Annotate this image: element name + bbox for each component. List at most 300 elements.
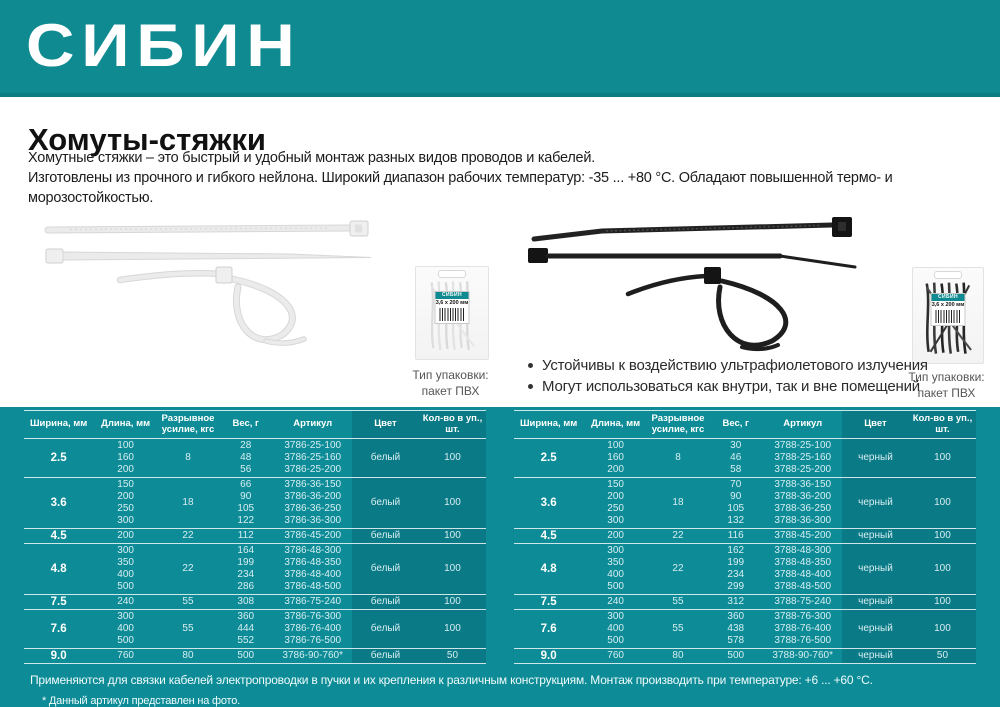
- table-cell: [842, 611, 909, 647]
- length-value: 250: [607, 503, 624, 514]
- brand-logo: СИБИН: [26, 12, 302, 79]
- column-header: Кол-во в уп., шт.: [422, 413, 483, 435]
- table-cell: [93, 650, 158, 662]
- table-cell: [93, 611, 158, 647]
- color-value: белый: [370, 452, 401, 463]
- length-value: 400: [117, 569, 134, 580]
- sku-value: 3786-90-760*: [282, 650, 344, 661]
- table-cell: [648, 479, 708, 527]
- sku-value: 3788-25-200: [774, 464, 832, 475]
- table-cell: [218, 596, 273, 608]
- color-value: белый: [370, 596, 401, 607]
- table-cell: [218, 650, 273, 662]
- length-value: 760: [607, 650, 624, 661]
- width-value: 7.5: [50, 596, 67, 608]
- sku-value: 3786-25-200: [284, 464, 342, 475]
- column-header: Артикул: [783, 418, 823, 430]
- table-cell: [763, 530, 842, 542]
- page-title: Хомуты-стяжки: [28, 121, 266, 157]
- width-group-row: [514, 439, 976, 478]
- weight-value: 438: [727, 623, 745, 634]
- sku-value: 3788-90-760*: [772, 650, 834, 661]
- weight-value: 360: [237, 611, 255, 622]
- table-cell: [842, 479, 909, 527]
- weight-value: 234: [237, 569, 255, 580]
- sku-value: 3786-25-160: [284, 452, 342, 463]
- table-cell: [648, 650, 708, 662]
- color-value: черный: [858, 563, 893, 574]
- table-cell: [708, 611, 763, 647]
- width-value: 7.5: [540, 596, 557, 608]
- table-cell: [514, 440, 583, 476]
- qty-value: 100: [444, 497, 461, 508]
- sku-value: 3788-48-300: [774, 545, 832, 556]
- qty-value: 100: [934, 596, 951, 607]
- table-cell: [419, 611, 486, 647]
- color-value: белый: [370, 623, 401, 634]
- weight-value: 234: [727, 569, 745, 580]
- feature-text: Могут использоваться как внутри, так и вне помещений: [542, 378, 920, 395]
- force-value: 8: [185, 452, 191, 463]
- sku-value: 3786-25-100: [284, 440, 342, 451]
- table-cell: [273, 479, 352, 527]
- table-cell: [352, 440, 419, 476]
- qty-value: 100: [444, 452, 461, 463]
- table-cell: [909, 530, 976, 542]
- table-cell: [842, 650, 909, 662]
- width-group-row: [24, 610, 486, 649]
- length-value: 160: [117, 452, 134, 463]
- weight-value: 500: [727, 650, 745, 661]
- table-cell: [93, 479, 158, 527]
- barcode: [440, 308, 465, 321]
- weight-value: 308: [237, 596, 255, 607]
- table-cell: [648, 530, 708, 542]
- spec-tables-band: [0, 407, 1000, 707]
- table-cell: [352, 611, 419, 647]
- table-cell: [352, 545, 419, 593]
- length-value: 300: [117, 545, 134, 556]
- qty-value: 100: [934, 452, 951, 463]
- package-label: [931, 293, 966, 326]
- length-value: 300: [117, 515, 134, 526]
- length-value: 500: [117, 635, 134, 646]
- black-cable-ties-image: [510, 205, 890, 365]
- width-value: 9.0: [50, 650, 67, 662]
- usage-note: Применяются для связки кабелей электропроводки в пучки и их крепления к различным конструкциям. Монтаж производить при температуре: +6 ... +60 °С.: [30, 673, 873, 687]
- table-cell: [218, 440, 273, 476]
- table-cell: [273, 440, 352, 476]
- table-cell: [583, 611, 648, 647]
- weight-value: 312: [727, 596, 745, 607]
- table-cell: [273, 545, 352, 593]
- white-cable-ties-image: [30, 205, 410, 365]
- barcode: [936, 310, 961, 323]
- force-value: 22: [182, 563, 194, 574]
- length-value: 240: [117, 596, 134, 607]
- table-cell: [648, 611, 708, 647]
- weight-value: 122: [237, 515, 255, 526]
- width-value: 7.6: [50, 623, 67, 635]
- package-caption-line: пакет ПВХ: [421, 383, 480, 398]
- column-header: Длина, мм: [591, 418, 641, 430]
- color-value: белый: [370, 650, 401, 661]
- sku-value: 3788-76-300: [774, 611, 832, 622]
- table-cell: [708, 479, 763, 527]
- table-cell: [352, 479, 419, 527]
- length-value: 300: [607, 545, 624, 556]
- package-label-size: 3,6 х 200 мм: [435, 299, 469, 306]
- width-value: 7.6: [540, 623, 557, 635]
- sku-value: 3786-75-240: [284, 596, 342, 607]
- weight-value: 164: [237, 545, 255, 556]
- sku-value: 3788-76-400: [774, 623, 832, 634]
- table-cell: [909, 611, 976, 647]
- column-header: Разрывное усилие, кгс: [161, 413, 215, 435]
- sku-value: 3788-25-160: [774, 452, 832, 463]
- width-value: 4.5: [50, 530, 67, 542]
- table-cell: [218, 611, 273, 647]
- qty-value: 50: [446, 650, 459, 661]
- sku-value: 3786-48-300: [284, 545, 342, 556]
- package-label-size: 3,6 х 200 мм: [931, 301, 965, 308]
- table-cell: [352, 596, 419, 608]
- table-cell: [419, 596, 486, 608]
- table-cell: [93, 530, 158, 542]
- table-cell: [763, 650, 842, 662]
- width-group-row: [514, 649, 976, 664]
- table-cell: [218, 530, 273, 542]
- color-value: черный: [858, 497, 893, 508]
- sku-value: 3786-48-400: [284, 569, 342, 580]
- column-header: Длина, мм: [101, 418, 151, 430]
- qty-value: 100: [444, 563, 461, 574]
- table-cell: [708, 530, 763, 542]
- weight-value: 299: [727, 581, 745, 592]
- color-value: черный: [858, 623, 893, 634]
- weight-value: 90: [730, 491, 742, 502]
- weight-value: 112: [237, 530, 254, 541]
- color-value: белый: [370, 497, 401, 508]
- width-value: 3.6: [540, 497, 557, 509]
- length-value: 200: [117, 491, 134, 502]
- width-group-row: [514, 529, 976, 544]
- table-cell: [708, 650, 763, 662]
- table-cell: [93, 440, 158, 476]
- force-value: 55: [182, 596, 194, 607]
- force-value: 55: [672, 596, 684, 607]
- weight-value: 444: [237, 623, 255, 634]
- qty-value: 50: [936, 650, 949, 661]
- force-value: 22: [182, 530, 194, 541]
- table-cell: [419, 545, 486, 593]
- table-cell: [648, 545, 708, 593]
- table-cell: [514, 650, 583, 662]
- width-value: 4.8: [540, 563, 557, 575]
- length-value: 400: [607, 623, 624, 634]
- table-cell: [708, 545, 763, 593]
- table-cell: [419, 440, 486, 476]
- table-cell: [419, 650, 486, 662]
- table-cell: [842, 596, 909, 608]
- force-value: 18: [672, 497, 684, 508]
- sku-value: 3788-45-200: [774, 530, 832, 541]
- length-value: 160: [607, 452, 624, 463]
- package-type-caption: [403, 368, 498, 399]
- package-caption-line: пакет ПВХ: [917, 385, 976, 400]
- table-cell: [514, 530, 583, 542]
- color-value: черный: [858, 650, 893, 661]
- weight-value: 56: [240, 464, 252, 475]
- table-cell: [273, 530, 352, 542]
- table-cell: [763, 611, 842, 647]
- table-cell: [708, 596, 763, 608]
- sku-value: 3786-36-150: [284, 479, 342, 490]
- table-cell: [648, 596, 708, 608]
- width-group-row: [24, 595, 486, 610]
- weight-value: 500: [237, 650, 255, 661]
- force-value: 55: [182, 623, 194, 634]
- table-cell: [158, 479, 218, 527]
- sku-value: 3786-76-300: [284, 611, 342, 622]
- photo-footnote: * Данный артикул представлен на фото.: [42, 695, 241, 707]
- table-cell: [24, 611, 93, 647]
- force-value: 18: [182, 497, 194, 508]
- sku-value: 3786-76-400: [284, 623, 342, 634]
- color-value: черный: [858, 596, 893, 607]
- sku-value: 3788-48-400: [774, 569, 832, 580]
- table-cell: [842, 545, 909, 593]
- force-value: 22: [672, 530, 684, 541]
- length-value: 300: [607, 611, 624, 622]
- table-cell: [583, 440, 648, 476]
- table-cell: [583, 596, 648, 608]
- color-value: черный: [858, 530, 893, 541]
- table-cell: [419, 530, 486, 542]
- qty-value: 100: [934, 563, 951, 574]
- weight-value: 58: [730, 464, 742, 475]
- table-cell: [273, 650, 352, 662]
- sku-value: 3788-48-350: [774, 557, 832, 568]
- feature-item: [528, 357, 928, 374]
- table-cell: [514, 545, 583, 593]
- qty-value: 100: [934, 497, 951, 508]
- width-value: 4.8: [50, 563, 67, 575]
- qty-value: 100: [444, 623, 461, 634]
- force-value: 22: [672, 563, 684, 574]
- qty-value: 100: [444, 596, 461, 607]
- table-cell: [708, 440, 763, 476]
- length-value: 100: [117, 440, 134, 451]
- table-cell: [514, 596, 583, 608]
- length-value: 200: [607, 464, 624, 475]
- width-group-row: [24, 529, 486, 544]
- weight-value: 132: [727, 515, 745, 526]
- length-value: 200: [117, 530, 134, 541]
- table-cell: [583, 479, 648, 527]
- weight-value: 199: [237, 557, 255, 568]
- package-caption-line: Тип упаковки:: [412, 368, 489, 382]
- description-line: Хомутные стяжки – это быстрый и удобный монтаж разных видов проводов и кабелей.: [28, 150, 595, 166]
- length-value: 350: [607, 557, 624, 568]
- weight-value: 46: [730, 452, 742, 463]
- force-value: 8: [675, 452, 681, 463]
- table-cell: [24, 545, 93, 593]
- white-ties-package-image: [415, 266, 489, 360]
- weight-value: 90: [240, 491, 252, 502]
- length-value: 150: [607, 479, 624, 490]
- force-value: 80: [672, 650, 684, 661]
- width-value: 9.0: [540, 650, 557, 662]
- package-caption-line: Тип упаковки:: [908, 370, 985, 384]
- table-header-row: [24, 410, 486, 439]
- length-value: 240: [607, 596, 624, 607]
- table-cell: [158, 545, 218, 593]
- length-value: 500: [117, 581, 134, 592]
- color-value: черный: [858, 452, 893, 463]
- table-cell: [909, 596, 976, 608]
- table-cell: [514, 611, 583, 647]
- width-value: 2.5: [50, 452, 67, 464]
- table-cell: [842, 440, 909, 476]
- sku-value: 3788-76-500: [774, 635, 832, 646]
- weight-value: 552: [237, 635, 255, 646]
- weight-value: 360: [727, 611, 745, 622]
- table-cell: [158, 530, 218, 542]
- column-header: Ширина, мм: [519, 418, 578, 430]
- width-group-row: [24, 439, 486, 478]
- weight-value: 70: [730, 479, 742, 490]
- table-cell: [24, 596, 93, 608]
- table-cell: [909, 545, 976, 593]
- description-line: Изготовлены из прочного и гибкого нейлона. Широкий диапазон рабочих температур: -35 ... +80 °С. Обладают повышенной термо- и морозостойкостью.: [28, 170, 893, 206]
- table-header-row: [514, 410, 976, 439]
- color-value: белый: [370, 530, 401, 541]
- length-value: 200: [607, 491, 624, 502]
- table-cell: [583, 650, 648, 662]
- sku-value: 3788-36-250: [774, 503, 832, 514]
- table-cell: [273, 611, 352, 647]
- black-ties-package-image: [912, 267, 984, 364]
- sku-value: 3788-48-500: [774, 581, 832, 592]
- table-cell: [93, 596, 158, 608]
- table-cell: [158, 596, 218, 608]
- table-cell: [352, 650, 419, 662]
- length-value: 300: [117, 611, 134, 622]
- package-label: [435, 291, 470, 324]
- length-value: 200: [117, 464, 134, 475]
- feature-item: [528, 378, 928, 395]
- width-group-row: [514, 610, 976, 649]
- weight-value: 578: [727, 635, 745, 646]
- qty-value: 100: [444, 530, 461, 541]
- weight-value: 116: [727, 530, 744, 541]
- column-header: Вес, г: [232, 418, 259, 430]
- sku-value: 3786-48-500: [284, 581, 342, 592]
- width-group-row: [24, 478, 486, 529]
- table-cell: [763, 545, 842, 593]
- weight-value: 199: [727, 557, 745, 568]
- table-cell: [352, 530, 419, 542]
- column-header: Вес, г: [722, 418, 749, 430]
- width-group-row: [514, 478, 976, 529]
- force-value: 55: [672, 623, 684, 634]
- table-cell: [583, 545, 648, 593]
- sku-value: 3786-36-300: [284, 515, 342, 526]
- width-group-row: [24, 649, 486, 664]
- bullet-dot-icon: [528, 384, 533, 389]
- color-value: белый: [370, 563, 401, 574]
- weight-value: 105: [237, 503, 255, 514]
- column-header: Кол-во в уп., шт.: [912, 413, 973, 435]
- qty-value: 100: [934, 623, 951, 634]
- width-group-row: [514, 544, 976, 595]
- sku-value: 3788-36-200: [774, 491, 832, 502]
- sku-value: 3786-76-500: [284, 635, 342, 646]
- length-value: 500: [607, 581, 624, 592]
- column-header: Артикул: [293, 418, 333, 430]
- table-cell: [158, 440, 218, 476]
- table-cell: [158, 650, 218, 662]
- force-value: 80: [182, 650, 194, 661]
- sku-value: 3786-48-350: [284, 557, 342, 568]
- table-cell: [909, 440, 976, 476]
- black-ties-table: [514, 410, 976, 664]
- length-value: 250: [117, 503, 134, 514]
- column-header: Цвет: [864, 418, 887, 430]
- length-value: 500: [607, 635, 624, 646]
- package-label-brand: СИБИН: [436, 292, 469, 299]
- sku-value: 3786-36-200: [284, 491, 342, 502]
- table-cell: [909, 650, 976, 662]
- qty-value: 100: [934, 530, 951, 541]
- length-value: 300: [607, 515, 624, 526]
- table-cell: [763, 596, 842, 608]
- weight-value: 66: [240, 479, 252, 490]
- white-ties-table: [24, 410, 486, 664]
- table-cell: [24, 650, 93, 662]
- weight-value: 48: [240, 452, 252, 463]
- black-ties-feature-list: [528, 357, 928, 399]
- sku-value: 3786-36-250: [284, 503, 342, 514]
- weight-value: 28: [240, 440, 252, 451]
- length-value: 400: [117, 623, 134, 634]
- feature-text: Устойчивы к воздействию ультрафиолетового излучения: [542, 357, 928, 374]
- table-cell: [24, 440, 93, 476]
- length-value: 350: [117, 557, 134, 568]
- length-value: 100: [607, 440, 624, 451]
- table-cell: [24, 530, 93, 542]
- weight-value: 286: [237, 581, 255, 592]
- table-cell: [158, 611, 218, 647]
- bullet-dot-icon: [528, 363, 533, 368]
- width-group-row: [514, 595, 976, 610]
- column-header: Разрывное усилие, кгс: [651, 413, 705, 435]
- table-cell: [273, 596, 352, 608]
- weight-value: 162: [727, 545, 745, 556]
- table-cell: [583, 530, 648, 542]
- width-value: 4.5: [540, 530, 557, 542]
- table-cell: [763, 479, 842, 527]
- weight-value: 30: [730, 440, 742, 451]
- width-group-row: [24, 544, 486, 595]
- length-value: 150: [117, 479, 134, 490]
- table-cell: [842, 530, 909, 542]
- table-cell: [909, 479, 976, 527]
- table-cell: [763, 440, 842, 476]
- sku-value: 3788-25-100: [774, 440, 832, 451]
- width-value: 3.6: [50, 497, 67, 509]
